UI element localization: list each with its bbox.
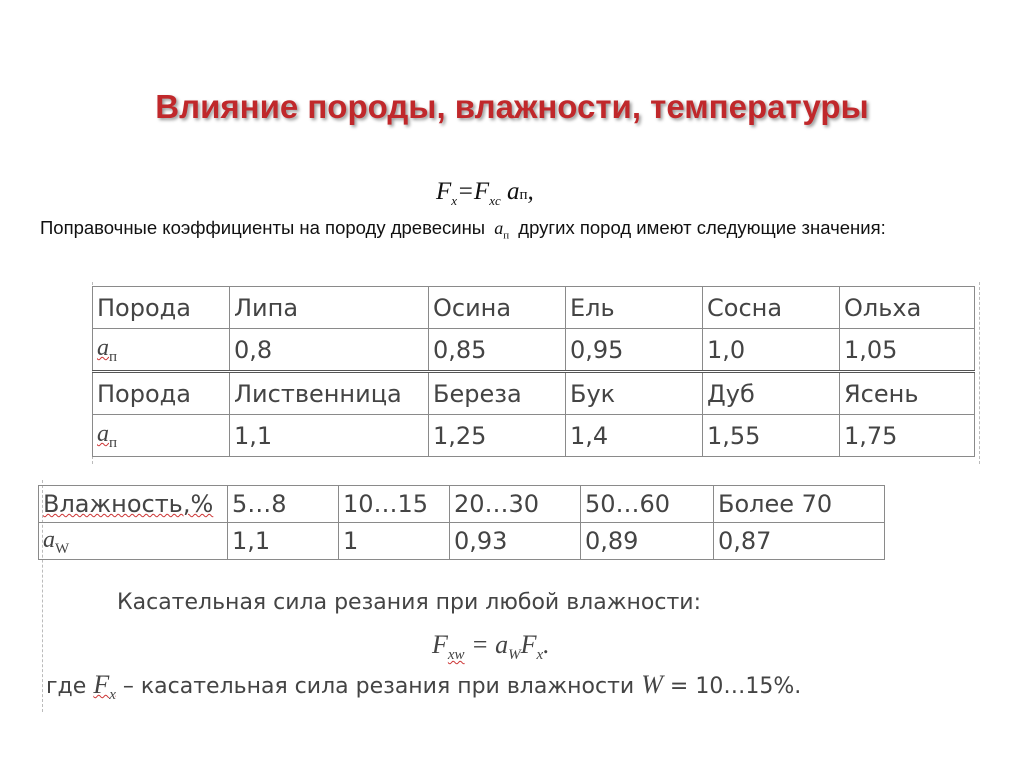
formula-rhs-sub: xc	[489, 193, 501, 208]
formula-eq: =F	[457, 178, 490, 205]
table-cell	[93, 329, 230, 372]
intro-coef-sub: п	[503, 229, 510, 242]
table-cell	[39, 486, 228, 523]
coef-letter: a	[43, 526, 55, 553]
table-cell: 0,93	[450, 523, 581, 560]
table-cell: Липа	[230, 287, 429, 329]
table-cell: Ясень	[840, 372, 975, 415]
wood-species-table	[92, 286, 975, 457]
table-row	[39, 523, 885, 560]
table-cell: Сосна	[703, 287, 840, 329]
coef-sub: W	[55, 540, 70, 557]
table-row	[93, 372, 975, 415]
formula-tail: ,	[527, 178, 534, 205]
table-cell: Бук	[566, 372, 703, 415]
slide-title: Влияние породы, влажности, температуры	[155, 88, 869, 125]
definition-line	[46, 670, 801, 704]
table-cell: Дуб	[703, 372, 840, 415]
coef-letter: a	[97, 335, 109, 362]
formula-lhs: F	[436, 178, 452, 205]
table-row	[93, 329, 975, 372]
table-cell: Порода	[93, 372, 230, 415]
table-cell: 1,55	[703, 415, 840, 457]
table-cell: Береза	[429, 372, 566, 415]
definition-value: = 10…15%.	[669, 674, 802, 699]
intro-paragraph	[40, 214, 1010, 250]
table-cell: 1,1	[230, 415, 429, 457]
coef-symbol	[97, 421, 118, 451]
definition-sym-letter: F	[93, 670, 110, 699]
moisture-header-label: Влажность,%	[43, 490, 214, 518]
table-cell: 0,95	[566, 329, 703, 372]
table-cell: Порода	[93, 287, 230, 329]
definition-symbol	[93, 670, 116, 704]
coef-symbol	[97, 335, 118, 365]
formula2-rhs-sub: x	[536, 647, 544, 664]
formula-coef: a	[507, 178, 520, 205]
intro-coef	[490, 218, 513, 242]
formula-moisture-force	[432, 630, 550, 664]
table-cell: 1,05	[840, 329, 975, 372]
formula2-lhs-sub: xw	[447, 647, 465, 664]
table-cell: 1,75	[840, 415, 975, 457]
moisture-statement: Касательная сила резания при любой влажности:	[117, 590, 701, 615]
table-cell: Ольха	[840, 287, 975, 329]
table-cell: 1,4	[566, 415, 703, 457]
table-cell: Ель	[566, 287, 703, 329]
formula2-mid-sub: W	[508, 647, 521, 664]
table-cell: 0,85	[429, 329, 566, 372]
definition-prefix: где	[46, 674, 87, 699]
definition-text: – касательная сила резания при влажности	[122, 674, 635, 699]
intro-part1: Поправочные коэффициенты на породу древесины	[40, 217, 486, 238]
table-cell: 50…60	[581, 486, 714, 523]
table-cell: 5…8	[228, 486, 339, 523]
coef-sub: п	[109, 348, 118, 365]
formula2-lhs: F	[432, 630, 448, 659]
table-cell: 1	[339, 523, 450, 560]
table-row	[93, 287, 975, 329]
intro-coef-symbol: a	[494, 218, 504, 238]
coef-sub: п	[109, 434, 118, 451]
formula-lhs-sub: x	[451, 193, 458, 208]
formula2-eq: = a	[464, 630, 509, 659]
table-cell: Лиственница	[230, 372, 429, 415]
table-row	[93, 415, 975, 457]
table-cell: 0,87	[714, 523, 885, 560]
table-cell	[93, 415, 230, 457]
table-frame-right	[979, 282, 981, 464]
intro-part2: других пород имеют следующие значения:	[518, 217, 886, 238]
table-cell: 1,1	[228, 523, 339, 560]
coef-letter: a	[97, 421, 109, 448]
moisture-table	[38, 485, 885, 560]
formula2-rhs: F	[520, 630, 537, 659]
table-row	[39, 486, 885, 523]
table-cell: 20…30	[450, 486, 581, 523]
table-cell: 0,8	[230, 329, 429, 372]
table-cell: Более 70	[714, 486, 885, 523]
formula-cutting-force	[436, 178, 534, 209]
table-cell: Осина	[429, 287, 566, 329]
definition-w: W	[641, 670, 663, 699]
table-cell: 10…15	[339, 486, 450, 523]
table-cell: 1,0	[703, 329, 840, 372]
table-cell: 0,89	[581, 523, 714, 560]
coef-symbol	[43, 526, 70, 557]
formula-coef-sub: п	[519, 187, 528, 203]
table-cell	[39, 523, 228, 560]
definition-sym-sub: x	[109, 687, 116, 704]
table-cell: 1,25	[429, 415, 566, 457]
formula2-tail: .	[543, 630, 550, 659]
